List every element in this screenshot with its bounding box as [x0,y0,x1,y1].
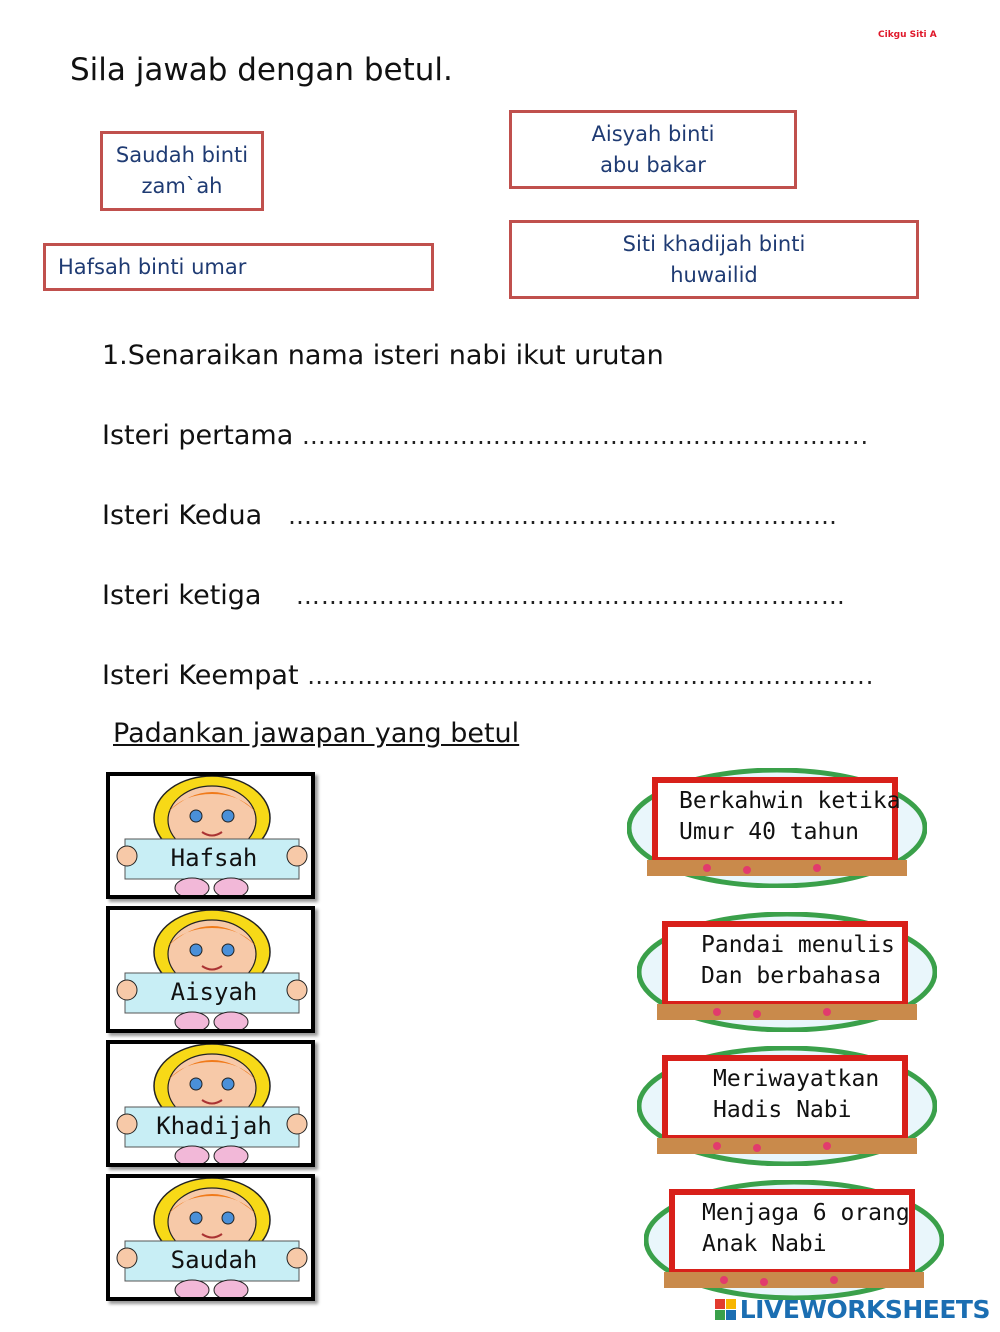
answer-row-4 [102,660,874,691]
sign-line: Pandai menulis [701,932,895,958]
sign-line: Umur 40 tahun [679,819,860,845]
answer-row-1 [102,420,869,451]
name-box-line: abu bakar [600,152,706,177]
sign-4[interactable] [644,1180,944,1300]
name-box-line: Hafsah binti umar [58,254,247,279]
card-khadijah[interactable] [106,1040,315,1167]
liveworksheets-logo [715,1295,990,1324]
card-name: Saudah [170,1246,258,1274]
name-box-khadijah[interactable] [509,220,919,299]
answer-label: Isteri Keempat [102,660,299,691]
name-box-line: Aisyah binti [591,121,715,146]
card-aisyah[interactable] [106,906,315,1033]
answer-blank[interactable]: ………………………………………………………….. [307,662,875,690]
page-title: Sila jawab dengan betul. [70,52,453,88]
name-box-saudah[interactable] [100,131,264,211]
answer-blank[interactable]: ………………………………………………………… [295,582,846,610]
sign-line: Dan berbahasa [701,963,882,989]
match-title: Padankan jawapan yang betul [113,718,520,749]
name-box-aisyah[interactable] [509,110,797,189]
girl-illustration [110,910,315,1033]
answer-blank[interactable]: ………………………………………………………….. [301,422,870,450]
sign-line: Berkahwin ketika [679,788,901,814]
brand-grid-icon [715,1299,736,1320]
question-1: 1.Senaraikan nama isteri nabi ikut urutan [102,340,664,371]
card-name: Khadijah [156,1112,272,1140]
name-box-line: Saudah binti [115,143,249,167]
card-saudah[interactable] [106,1174,315,1301]
author-tag: Cikgu Siti A [878,30,937,40]
answer-row-2 [102,500,838,531]
answer-label: Isteri pertama [102,420,294,451]
sign-3[interactable] [637,1046,937,1166]
sign-2[interactable] [637,912,937,1032]
answer-row-3 [102,580,846,611]
answer-label: Isteri ketiga [102,580,262,611]
answer-label: Isteri Kedua [102,500,263,531]
name-box-hafsah[interactable] [43,243,434,291]
card-hafsah[interactable] [106,772,315,899]
sign-line: Anak Nabi [702,1231,827,1257]
name-box-line: Siti khadijah binti [622,231,806,256]
brand-name: LIVEWORKSHEETS [739,1295,990,1324]
answer-blank[interactable]: ………………………………………………………… [287,502,838,530]
card-name: Aisyah [170,978,258,1006]
girl-illustration [110,1178,315,1301]
card-name: Hafsah [170,844,258,872]
name-box-line: zam`ah [141,174,223,198]
sign-line: Menjaga 6 orang [702,1200,910,1226]
sign-1[interactable] [627,768,927,888]
sign-line: Hadis Nabi [713,1097,852,1123]
sign-line: Meriwayatkan [713,1066,880,1092]
name-box-line: huwailid [670,262,758,287]
girl-illustration [110,1044,315,1167]
girl-illustration [110,776,315,899]
